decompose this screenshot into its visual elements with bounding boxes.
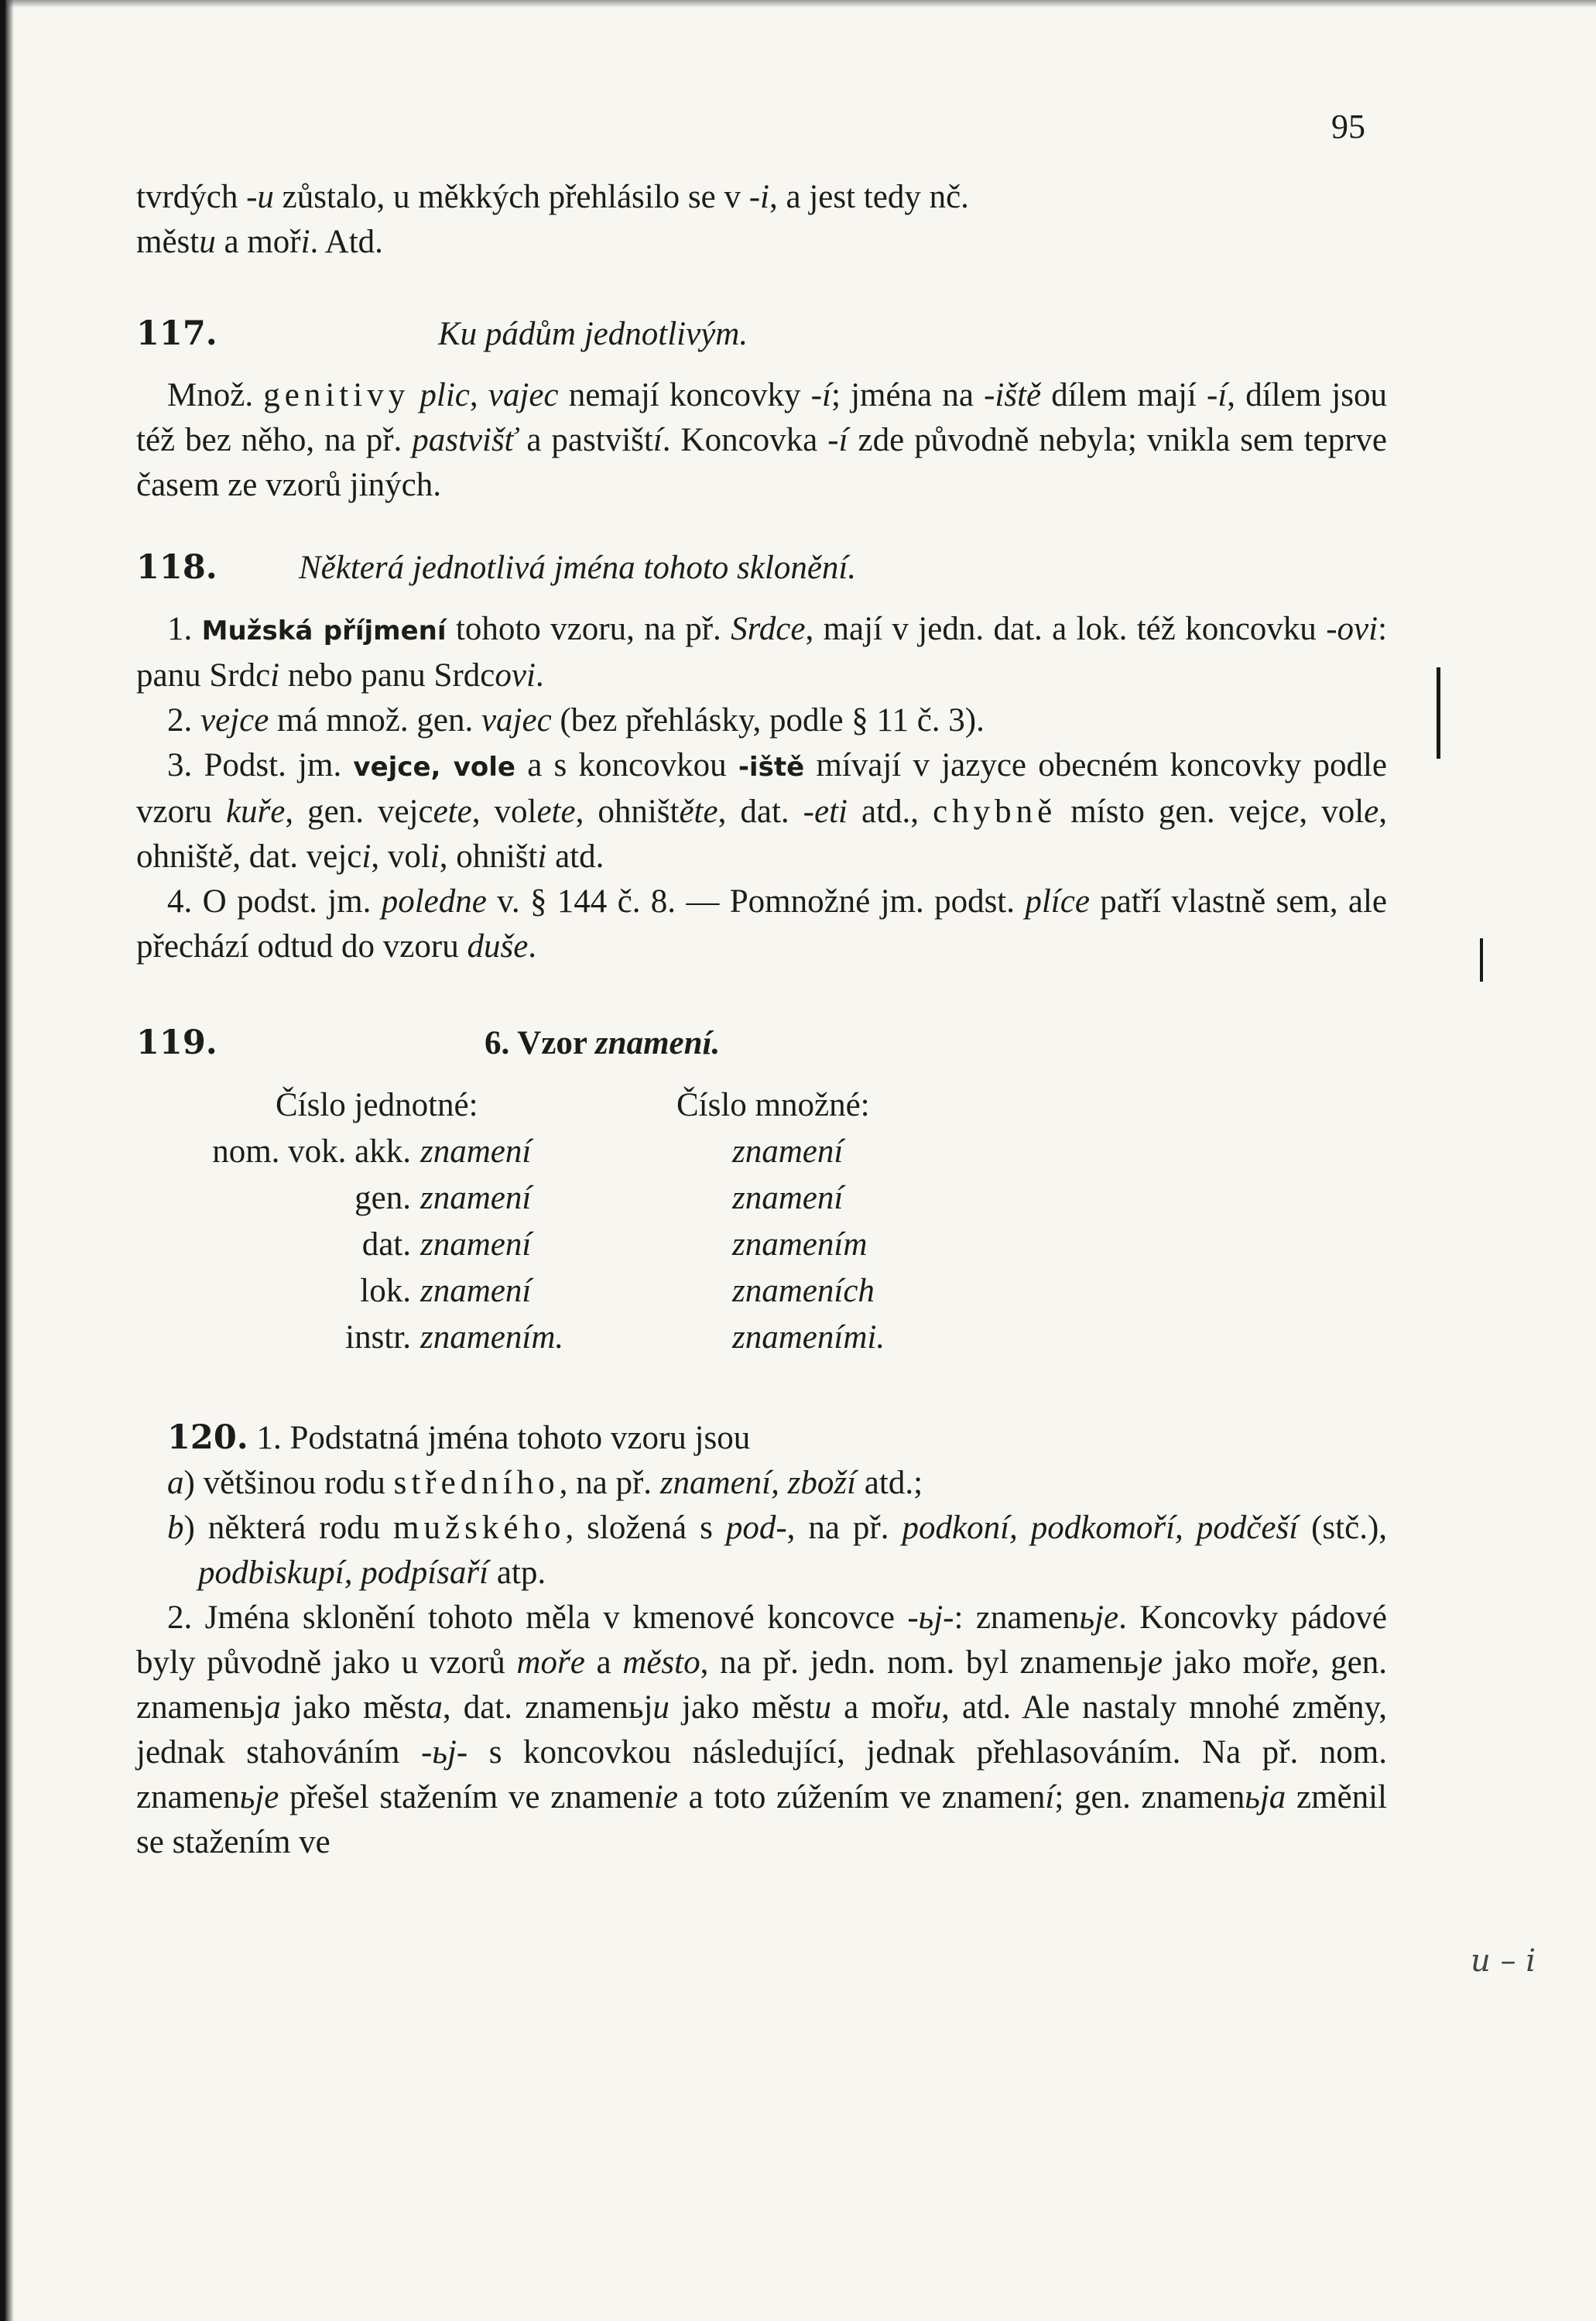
section-120-paragraph-2: 2. Jména sklonění tohoto měla v kmenové koncovce -ьj-: znamenьje. Koncovky pádové byly původně jako u vzorů moře a město, na př. jedn. nom. byl znamenьje jako moře, gen. znamenьja jako města, dat. znamenьju jako městu a mořu, atd. Ale nastaly mnohé změny, jednak stahováním -ьj- s koncovkou následující, jednak přehlasováním. Na př. nom. znamenьje přešel stažením ve znamenie a toto zúžením ve znamení; gen. znamenьja změnil se stažením ve [136,1599,1387,1860]
section-117-heading [136,314,1387,353]
table-row: lok. znamení [360,1273,532,1309]
section-title: Ku pádům jednotlivým. [438,316,748,352]
table-row: instr. znamením. [345,1319,564,1356]
list-item: a) většinou rodu středního, na př. znamení, zboží atd.; [167,1465,923,1501]
section-120-intro: 120. 1. Podstatná jména tohoto vzoru jsou [167,1418,751,1457]
list-item: 3. Podst. jm. vejce, vole a s koncovkou -iště mívají v jazyce obecném koncovky podle vzoru kuře, gen. vejcete, volete, ohništěte, dat. -eti atd., chybně místo gen. vejce, vole, ohniště, dat. vejci, voli, ohništi atd. [136,747,1387,875]
plural-cell: znamením [732,1226,868,1263]
section-title: 6. Vzor znamení. [485,1025,721,1061]
list-item: 1. Mužská příjmení tohoto vzoru, na př. Srdce, mají v jedn. dat. a lok. též koncovku -ovi: panu Srdci nebo panu Srdcovi. [136,611,1388,694]
page-number: 95 [1331,108,1365,146]
declension-table [136,1082,1387,1361]
plural-cell: znamení [732,1180,844,1216]
section-118-list [136,607,1387,969]
plural-cell: znamení [732,1133,844,1170]
list-item: 2. vejce má množ. gen. vajec (bez přehlásky, podle § 11 č. 3). [167,702,985,739]
section-title: Některá jednotlivá jména tohoto sklonění. [299,550,857,586]
scan-left-edge [0,0,14,2321]
section-number: 119. [136,1023,217,1062]
plural-cell: znameních [732,1273,875,1309]
plural-cell: znameními. [732,1319,885,1356]
section-120 [136,1415,1387,1865]
plural-header: Číslo množné: [676,1087,870,1123]
margin-mark-1 [1437,667,1440,759]
table-row: dat. znamení [361,1226,532,1263]
margin-mark-2 [1480,938,1483,982]
section-118-heading [136,548,1387,587]
table-row: gen. znamení [354,1180,532,1216]
section-number: 118. [136,548,217,587]
intro-paragraph: tvrdých -u zůstalo, u měkkých přehlásilo se v -i, a jest tedy nč. městu a moři. Atd. [136,179,969,260]
table-row: nom. vok. akk. znamení [212,1133,532,1170]
margin-note: u – i [1471,1943,1536,1979]
section-117-text: Množ. genitivy plic, vajec nemají koncovky -í; jména na -iště dílem mají -í, dílem jsou též bez něho, na př. pastvišť a pastviští. Koncovka -í zde původně nebyla; vnikla sem teprve časem ze vzorů jiných. [136,377,1388,503]
page-body [136,101,1387,1865]
list-item: 4. O podst. jm. poledne v. § 144 č. 8. — Pomnožné jm. podst. plíce patří vlastně sem, ale přechází odtud do vzoru duše. [136,883,1387,965]
section-number: 117. [136,314,217,353]
section-119-heading [136,1023,1387,1062]
singular-header: Číslo jednotné: [276,1087,478,1123]
scan-top-edge [0,0,1596,8]
list-item: b) některá rodu mužského, složená s pod-, na př. podkoní, podkomoří, podčeší (stč.), podbiskupí, podpísaří atp. [167,1510,1388,1591]
